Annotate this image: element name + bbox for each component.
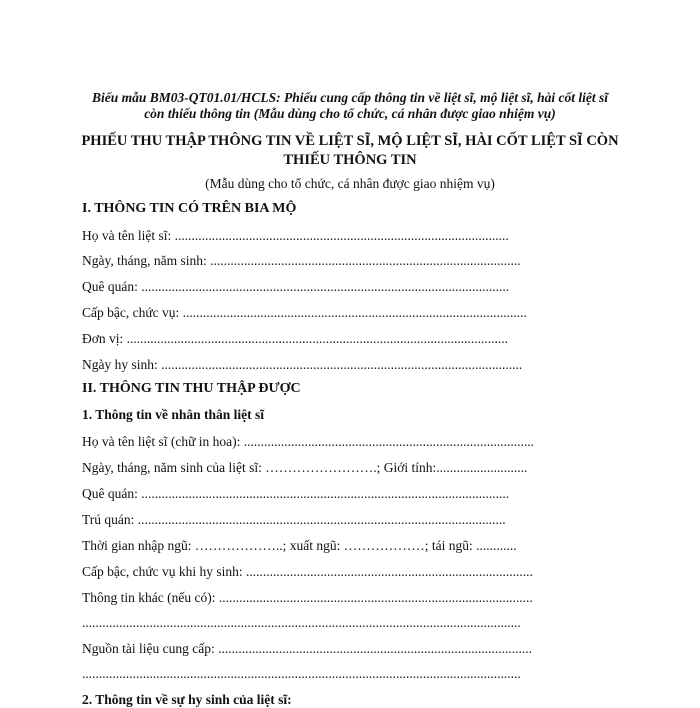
fill-line: ...................................................................................... (243, 434, 535, 449)
field-label: Thời gian nhập ngũ: (82, 538, 195, 553)
field-other-info (82, 590, 533, 606)
fill-line: .................................................................................................................................. (82, 615, 521, 630)
fill-line: ……………………. (265, 460, 377, 475)
form-code-header (70, 90, 630, 122)
form-title-line-2: THIẾU THÔNG TIN (283, 152, 417, 168)
field-label: Ngày, tháng, năm sinh: (82, 253, 211, 268)
fill-line: ……………… (343, 538, 425, 553)
field-label: Quê quán: (82, 486, 142, 501)
fill-line: .................................................................................................................................. (82, 666, 521, 681)
fill-line: ............................................................................................................. (137, 512, 506, 527)
field-martyr-name-caps (82, 434, 534, 450)
field-label: Ngày, tháng, năm sinh của liệt sĩ: (82, 460, 266, 475)
field-label: Quê quán: (82, 279, 142, 294)
field-rank-position (82, 305, 527, 321)
field-label: Cấp bậc, chức vụ: (82, 305, 183, 320)
field-martyr-name (82, 228, 509, 244)
subsection-2-heading: 2. Thông tin về sự hy sinh của liệt sĩ: (82, 692, 292, 707)
fill-line: ........................... (436, 460, 528, 475)
field-label: Họ và tên liệt sĩ: (82, 228, 175, 243)
fill-line: ............ (476, 538, 517, 553)
field-source-continued (82, 666, 521, 682)
field-label: Đơn vị: (82, 331, 127, 346)
field-label: Họ và tên liệt sĩ (chữ in hoa): (82, 434, 244, 449)
fill-line: ............................................................................................. (218, 641, 532, 656)
fill-line: ……………….. (194, 538, 283, 553)
field-label: Cấp bậc, chức vụ khi hy sinh: (82, 564, 247, 579)
form-title (70, 132, 630, 170)
discharge-label: ; xuất ngũ: (282, 538, 344, 553)
section-2-heading: II. THÔNG TIN THU THẬP ĐƯỢC (82, 381, 301, 396)
field-label: Ngày hy sinh: (82, 357, 162, 372)
fill-line: ............................................................................................. (218, 590, 533, 605)
fill-line: ...................................................................................................... (182, 305, 527, 320)
field-label: Trú quán: (82, 512, 138, 527)
field-rank-at-death (82, 564, 533, 580)
reenlist-label: ; tái ngũ: (424, 538, 477, 553)
field-residence (82, 512, 506, 528)
field-death-date (82, 357, 522, 373)
field-label: Nguồn tài liệu cung cấp: (82, 641, 219, 656)
field-other-info-continued (82, 615, 521, 631)
gender-label: ; Giới tính: (376, 460, 437, 475)
form-subtitle: (Mẫu dùng cho tổ chức, cá nhân được giao nhiệm vụ) (205, 176, 495, 191)
fill-line: ............................................................................................ (210, 253, 521, 268)
field-birth-gender (82, 460, 527, 476)
field-source-documents (82, 641, 532, 657)
form-code-line-1: Biểu mẫu BM03-QT01.01/HCLS: Phiếu cung cấp thông tin về liệt sĩ, mộ liệt sĩ, hài cốt liệt sĩ (91, 90, 609, 105)
fill-line: ................................................................................................... (174, 228, 509, 243)
subsection-1-heading: 1. Thông tin về nhân thân liệt sĩ (82, 407, 265, 422)
field-unit (82, 331, 508, 347)
fill-line: ............................................................................................................. (141, 279, 510, 294)
field-hometown-2 (82, 486, 509, 502)
fill-line: ........................................................................................................... (161, 357, 523, 372)
fill-line: ..................................................................................... (246, 564, 533, 579)
field-birth-date (82, 253, 521, 269)
form-title-line-1: PHIẾU THU THẬP THÔNG TIN VỀ LIỆT SĨ, MỘ LIỆT SĨ, HÀI CỐT LIỆT SĨ CÒN (81, 133, 619, 149)
field-label: Thông tin khác (nếu có): (82, 590, 219, 605)
section-1-heading: I. THÔNG TIN CÓ TRÊN BIA MỘ (82, 201, 297, 216)
fill-line: ............................................................................................................. (141, 486, 510, 501)
form-code-line-2: còn thiếu thông tin (Mẫu dùng cho tổ chức, cá nhân được giao nhiệm vụ) (144, 106, 556, 121)
field-service-dates (82, 538, 517, 554)
field-hometown (82, 279, 509, 295)
fill-line: ................................................................................................................. (126, 331, 509, 346)
